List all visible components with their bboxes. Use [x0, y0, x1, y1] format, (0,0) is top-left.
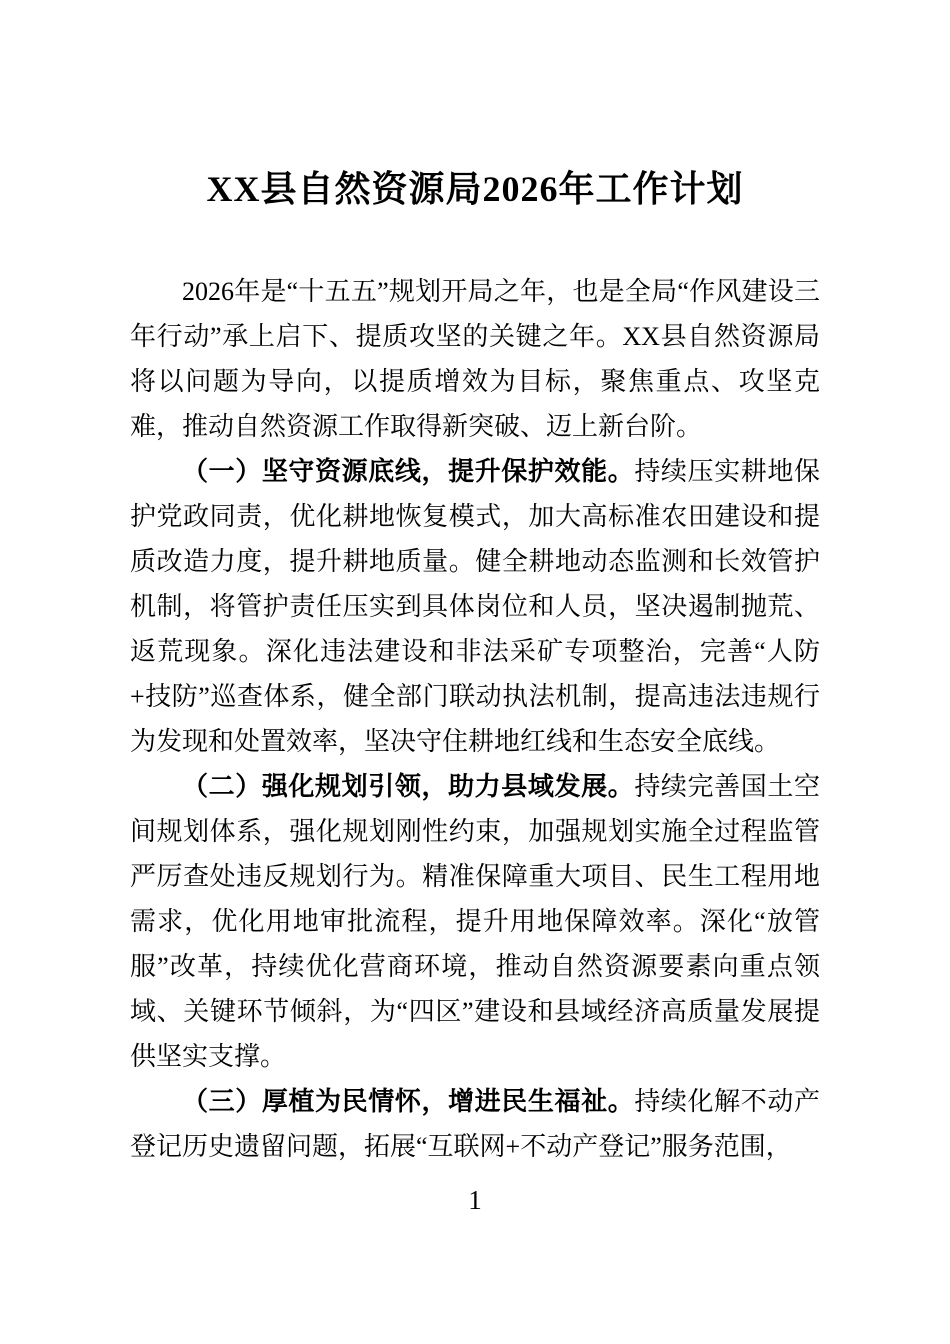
paragraph: （一）坚守资源底线，提升保护效能。持续压实耕地保护党政同责，优化耕地恢复模式，加大高标准农田建设和提质改造力度，提升耕地质量。健全耕地动态监测和长效管护机制，将管护责任压实到具体岗位和人员，坚决遏制抛荒、返荒现象。深化违法建设和非法采矿专项整治，完善“人防+技防”巡查体系，健全部门联动执法机制，提高违法违规行为发现和处置效率，坚决守住耕地红线和生态安全底线。	[130, 457, 820, 756]
paragraph-lead: （二）强化规划引领，助力县域发展。	[182, 772, 635, 801]
paragraph-lead: （一）坚守资源底线，提升保护效能。	[182, 457, 635, 486]
paragraph: （二）强化规划引领，助力县域发展。持续完善国土空间规划体系，强化规划刚性约束，加强规划实施全过程监管严厉查处违反规划行为。精准保障重大项目、民生工程用地需求，优化用地审批流程，提升用地保障效率。深化“放管服”改革，持续优化营商环境，推动自然资源要素向重点领域、关键环节倾斜，为“四区”建设和县域经济高质量发展提供坚实支撑。	[130, 772, 820, 1071]
paragraph: 2026年是“十五五”规划开局之年，也是全局“作风建设三年行动”承上启下、提质攻坚的关键之年。XX县自然资源局将以问题为导向，以提质增效为目标，聚焦重点、攻坚克难，推动自然资源工作取得新突破、迈上新台阶。	[130, 277, 820, 441]
paragraph: （三）厚植为民情怀，增进民生福祉。持续化解不动产登记历史遗留问题，拓展“互联网+不动产登记”服务范围，	[130, 1087, 820, 1161]
body-paragraphs	[130, 269, 820, 1169]
page-number: 1	[468, 1185, 482, 1215]
document-title: XX县自然资源局2026年工作计划	[206, 169, 744, 209]
paragraph-lead: （三）厚植为民情怀，增进民生福祉。	[182, 1087, 635, 1116]
